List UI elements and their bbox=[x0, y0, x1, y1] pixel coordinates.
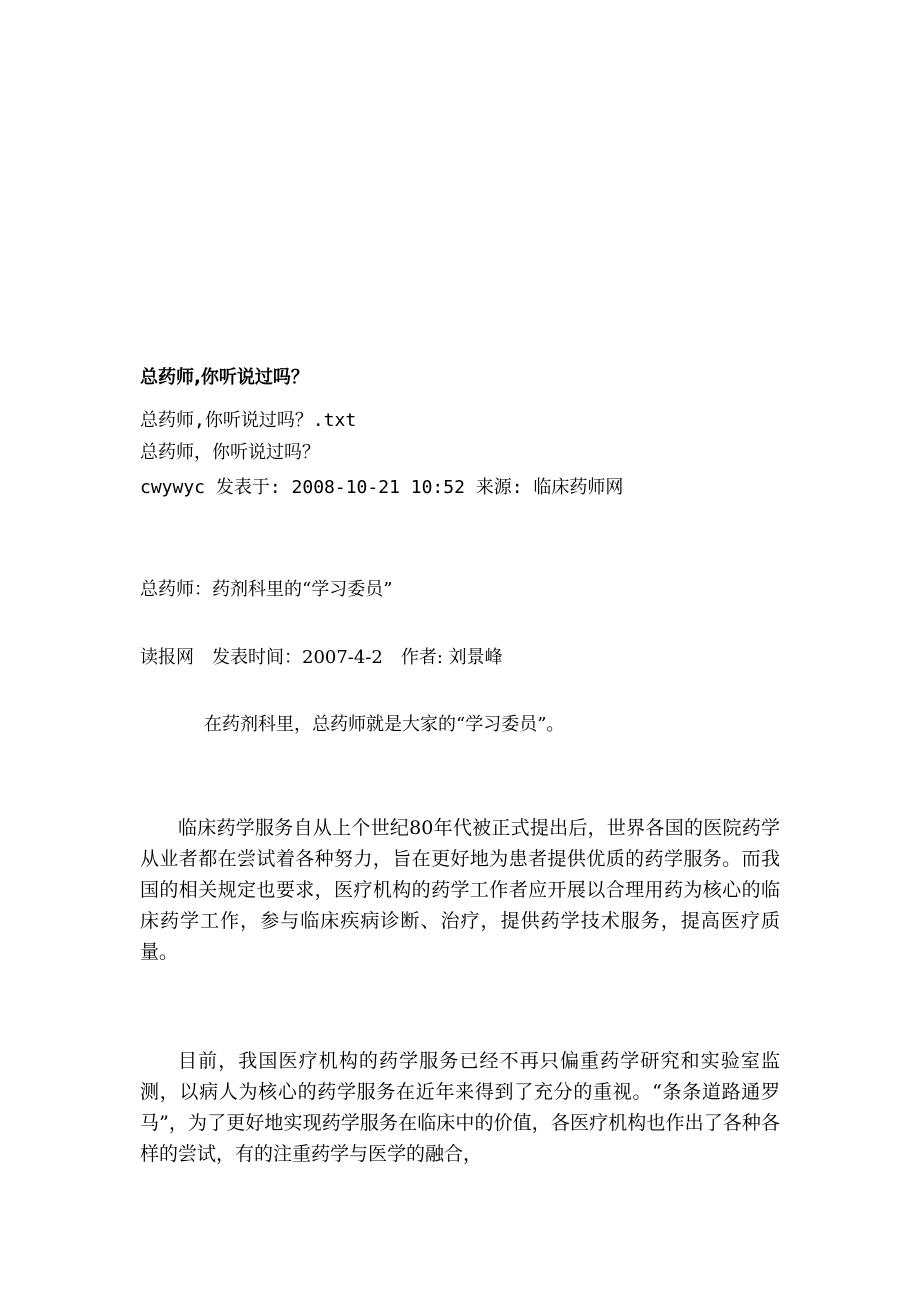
document-title: 总药师,你听说过吗？ bbox=[140, 367, 309, 388]
article-heading: 总药师：药剂科里的“学习委员” bbox=[140, 579, 393, 600]
source-line: 读报网 发表时间：2007-4-2 作者: 刘景峰 bbox=[140, 647, 503, 668]
body-paragraph-2: 目前，我国医疗机构的药学服务已经不再只偏重药学研究和实验室监测，以病人为核心的药学服务在近年来得到了充分的重视。“条条道路通罗马”，为了更好地实现药学服务在临床中的价值，各医疗机构也作出了各种各样的尝试，有的注重药学与医学的融合， bbox=[140, 1050, 780, 1165]
file-name-line: 总药师,你听说过吗？.txt bbox=[140, 410, 357, 431]
byline: cwywyc 发表于: 2008-10-21 10:52 来源: 临床药师网 bbox=[140, 477, 624, 498]
lead-sentence: 在药剂科里，总药师就是大家的“学习委员”。 bbox=[204, 714, 565, 735]
subtitle-line: 总药师，你听说过吗？ bbox=[140, 442, 320, 463]
body-paragraph-1: 临床药学服务自从上个世纪80年代被正式提出后，世界各国的医院药学从业者都在尝试着各种努力，旨在更好地为患者提供优质的药学服务。而我国的相关规定也要求，医疗机构的药学工作者应开展以合理用药为核心的临床药学工作，参与临床疾病诊断、治疗，提供药学技术服务，提高医疗质量。 bbox=[140, 817, 780, 963]
